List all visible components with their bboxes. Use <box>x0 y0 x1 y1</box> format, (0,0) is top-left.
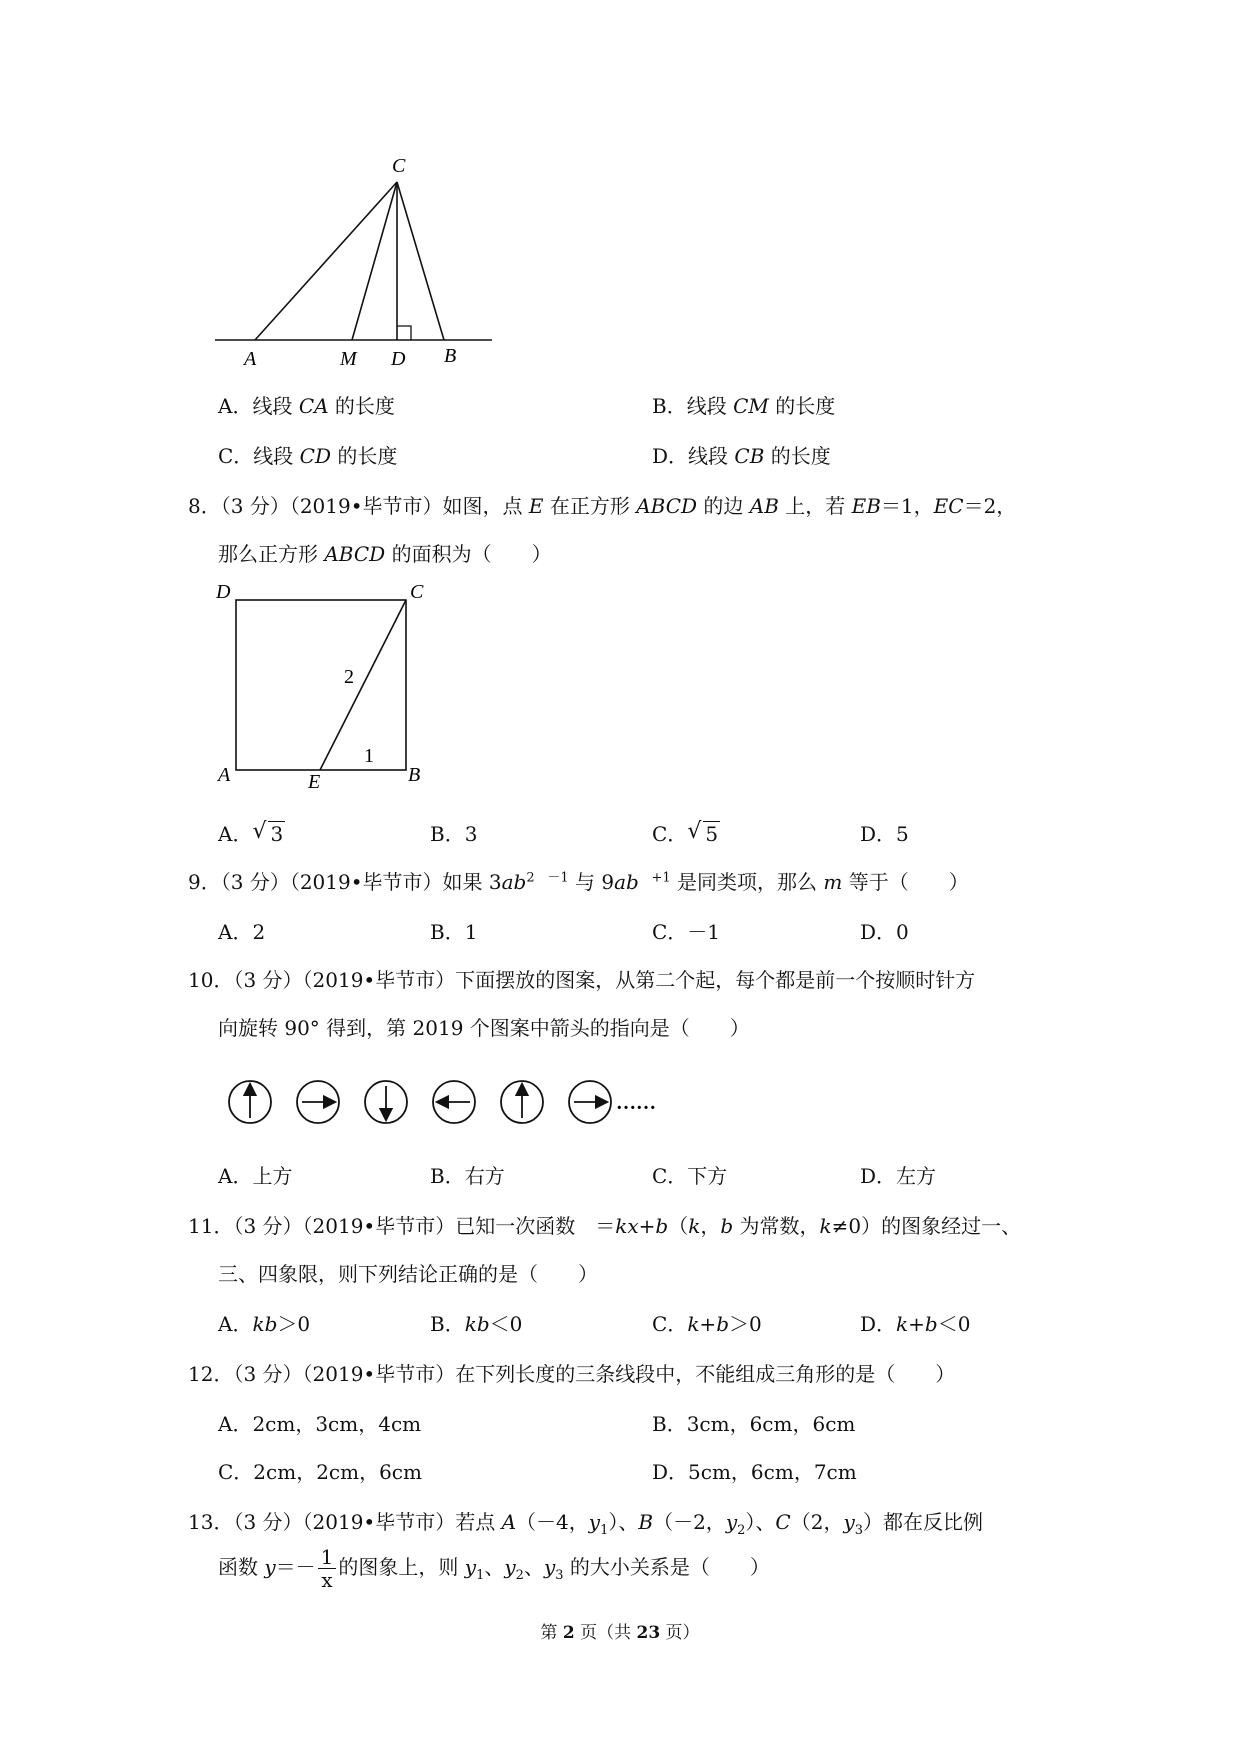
q10-circle-arrow-left <box>433 1081 475 1123</box>
q10-circle-arrow-right-1 <box>297 1081 339 1123</box>
q13-stem-line1: 13．（3 分）（2019•毕节市）若点 A（－4，$y_1$）、B（－2，$y_2$）、C（2，$y_3$）都在反比例 <box>188 1510 984 1538</box>
q13-fraction: $\frac{1}{x}$ <box>318 1546 337 1591</box>
q10-ellipsis: …… <box>616 1092 656 1114</box>
q11-option-c: C．k+b＞0 <box>652 1312 762 1336</box>
q12-stem: 12．（3 分）（2019•毕节市）在下列长度的三条线段中，不能组成三角形的是（ ） <box>188 1362 956 1386</box>
q12-option-b: B．3cm，6cm，6cm <box>652 1412 856 1436</box>
q9-option-a: A．2 <box>218 920 266 944</box>
q8-label-b: B <box>408 764 421 786</box>
q11-option-d: D．k+b＜0 <box>860 1312 971 1336</box>
q7-figure <box>200 150 500 375</box>
q8-option-c: C． √ 5 <box>652 819 719 846</box>
q9-option-c: C．－1 <box>652 920 721 944</box>
q11-stem-line1: 11．（3 分）（2019•毕节市）已知一次函数 ＝kx+b（k，b 为常数，k≠0）的图象经过一、 <box>188 1214 1022 1238</box>
q10-circle-arrow-right-2 <box>569 1081 611 1123</box>
q8-stem-line1: 8．（3 分）（2019•毕节市）如图，点 E 在正方形 ABCD 的边 AB 上，若 EB＝1，EC＝2， <box>188 494 1017 518</box>
q12-option-d: D．5cm，6cm，7cm <box>652 1460 857 1484</box>
q7-segment-cb <box>397 182 444 340</box>
q8-square <box>236 600 406 770</box>
q8-label-e: E <box>308 771 321 793</box>
q10-option-d: D．左方 <box>860 1164 937 1188</box>
q8-label-a: A <box>218 764 231 786</box>
q8-option-d: D．5 <box>860 822 909 846</box>
q10-arrow-pattern <box>220 1075 690 1135</box>
q7-segment-cm <box>352 182 397 340</box>
q12-option-a: A．2cm，3cm，4cm <box>218 1412 422 1436</box>
q9-stem: 9．（3 分）（2019•毕节市）如果 $3ab^2$ $^{-1}$ 与 9ab $^{+1}$ 是同类项，那么 m 等于（ ） <box>188 870 969 894</box>
q10-option-c: C．下方 <box>652 1164 728 1188</box>
q7-right-angle-mark <box>397 326 411 340</box>
q8-label-d: D <box>216 581 231 603</box>
q12-option-c: C．2cm，2cm，6cm <box>218 1460 422 1484</box>
q11-option-a: A．kb＞0 <box>218 1312 311 1336</box>
q11-stem-line2: 三、四象限，则下列结论正确的是（ ） <box>218 1262 598 1286</box>
q8-segment-ec <box>320 600 406 770</box>
q10-circle-arrow-up-1 <box>229 1081 271 1123</box>
q8-stem-line2: 那么正方形 ABCD 的面积为（ ） <box>218 542 552 566</box>
q8-option-a: A． √ 3 <box>218 819 284 846</box>
q10-stem-line2: 向旋转 90° 得到，第 2019 个图案中箭头的指向是（ ） <box>218 1016 750 1040</box>
q10-circle-arrow-up-2 <box>501 1081 543 1123</box>
q8-option-b: B．3 <box>430 822 478 846</box>
q7-label-c: C <box>392 155 406 177</box>
q7-label-m: M <box>340 348 357 370</box>
q7-option-c: C．线段 CD 的长度 <box>218 444 398 468</box>
q10-option-b: B．右方 <box>430 1164 505 1188</box>
q8-label-2: 2 <box>344 666 354 688</box>
q8-figure <box>210 580 440 795</box>
q7-label-a: A <box>244 348 257 370</box>
q11-option-b: B．kb＜0 <box>430 1312 523 1336</box>
q7-option-d: D．线段 CB 的长度 <box>652 444 831 468</box>
q10-circle-arrow-down <box>365 1081 407 1123</box>
q7-label-b: B <box>444 345 457 367</box>
q7-segment-ca <box>255 182 397 340</box>
q8-label-1: 1 <box>364 745 374 767</box>
q10-option-a: A．上方 <box>218 1164 293 1188</box>
q7-option-a: A．线段 CA 的长度 <box>218 394 395 418</box>
q7-label-d: D <box>391 348 406 370</box>
q9-option-b: B．1 <box>430 920 478 944</box>
q9-option-d: D．0 <box>860 920 909 944</box>
q7-option-b: B．线段 CM 的长度 <box>652 394 836 418</box>
q10-stem-line1: 10．（3 分）（2019•毕节市）下面摆放的图案，从第二个起，每个都是前一个按顺时针方 <box>188 968 976 992</box>
page-footer: 第 2 页（共 23 页） <box>540 1623 700 1643</box>
q8-label-c: C <box>410 581 424 603</box>
q13-stem-line2: 函数 y＝－ $\frac{1}{x}$ 的图象上，则 $y_1$、$y_2$、$y_3$ 的大小关系是（ ） <box>218 1545 770 1592</box>
